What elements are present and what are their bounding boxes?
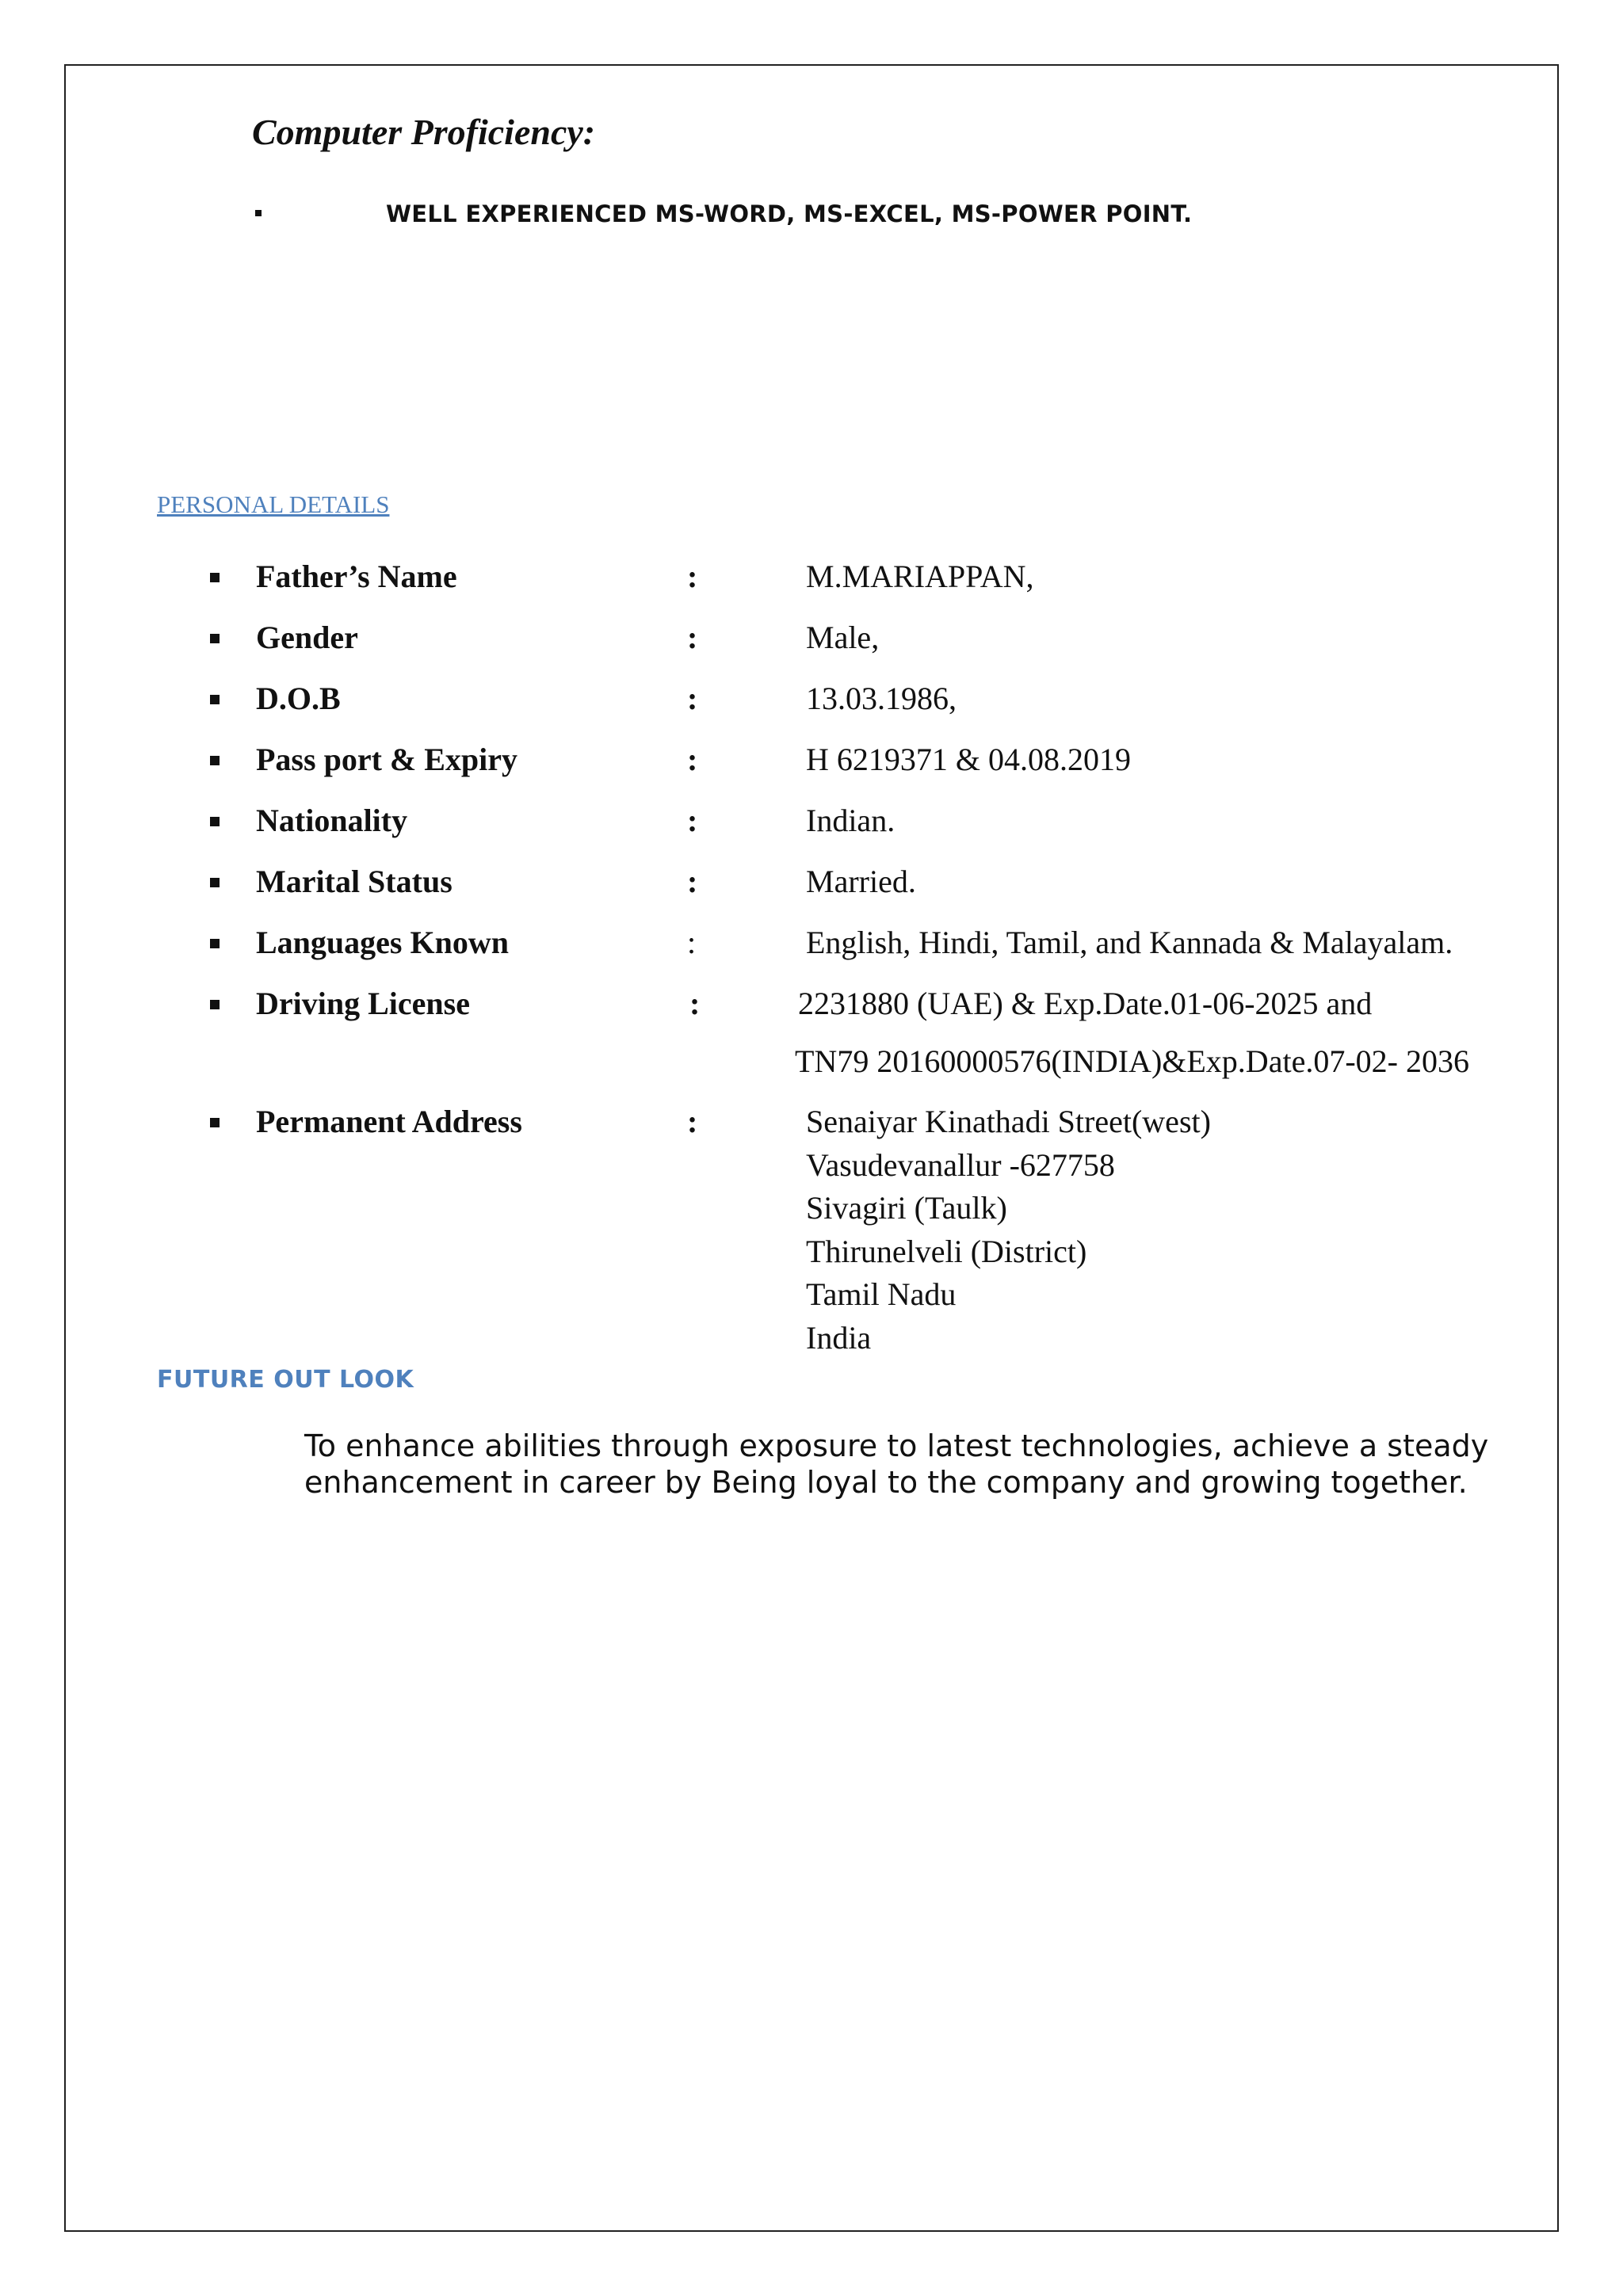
bullet-icon [210, 1000, 220, 1009]
detail-colon: : [687, 925, 697, 960]
detail-value: Married. [806, 864, 916, 899]
detail-value: English, Hindi, Tamil, and Kannada & Malayalam. [806, 925, 1453, 960]
detail-label: Pass port & Expiry [256, 742, 517, 777]
bullet-icon [210, 756, 220, 765]
address-line: Thirunelveli (District) [806, 1234, 1087, 1269]
bullet-icon [210, 634, 220, 643]
detail-label: Permanent Address [256, 1104, 522, 1139]
detail-label: Languages Known [256, 925, 509, 960]
detail-colon: : [687, 620, 698, 655]
bullet-icon [210, 573, 220, 582]
detail-value: Indian. [806, 803, 896, 838]
address-line: Tamil Nadu [806, 1276, 957, 1312]
bullet-icon [210, 939, 220, 948]
future-outlook-heading: FUTURE OUT LOOK [157, 1366, 414, 1394]
detail-label: Driving License [256, 986, 470, 1021]
personal-details-heading[interactable]: PERSONAL DETAILS [157, 490, 390, 518]
skill-item: WELL EXPERIENCED MS-WORD, MS-EXCEL, MS-POWER POINT. [386, 200, 1193, 227]
computer-proficiency-title: Computer Proficiency: [252, 112, 596, 152]
bullet-icon [210, 878, 220, 887]
bullet-icon [210, 817, 220, 826]
detail-label: Gender [256, 620, 358, 655]
detail-value: M.MARIAPPAN, [806, 559, 1034, 594]
detail-value: 13.03.1986, [806, 681, 957, 716]
address-line: Sivagiri (Taulk) [806, 1190, 1007, 1226]
detail-colon: : [687, 1104, 698, 1139]
detail-colon: : [687, 864, 698, 899]
detail-label: Father’s Name [256, 559, 457, 594]
detail-label: D.O.B [256, 681, 341, 716]
detail-colon: : [687, 742, 698, 777]
detail-colon: : [687, 803, 698, 838]
detail-value: Male, [806, 620, 880, 655]
detail-colon: : [687, 681, 698, 716]
detail-label: Marital Status [256, 864, 453, 899]
address-line: Vasudevanallur -627758 [806, 1147, 1115, 1183]
address-line: India [806, 1320, 872, 1356]
bullet-icon [255, 210, 262, 216]
detail-label: Nationality [256, 803, 408, 838]
detail-value-line: 2231880 (UAE) & Exp.Date.01-06-2025 and [798, 986, 1373, 1021]
bullet-icon [210, 1118, 220, 1127]
detail-colon: : [689, 986, 701, 1021]
detail-value-line: TN79 20160000576(INDIA)&Exp.Date.07-02- 2036 [795, 1043, 1469, 1079]
future-outlook-text: To enhance abilities through exposure to latest technologies, achieve a steady enhancement in career by Being loyal to the company and growing together. [304, 1428, 1489, 1500]
detail-colon: : [687, 559, 698, 594]
detail-value: H 6219371 & 04.08.2019 [806, 742, 1131, 777]
address-line: Senaiyar Kinathadi Street(west) [806, 1104, 1211, 1139]
bullet-icon [210, 695, 220, 704]
